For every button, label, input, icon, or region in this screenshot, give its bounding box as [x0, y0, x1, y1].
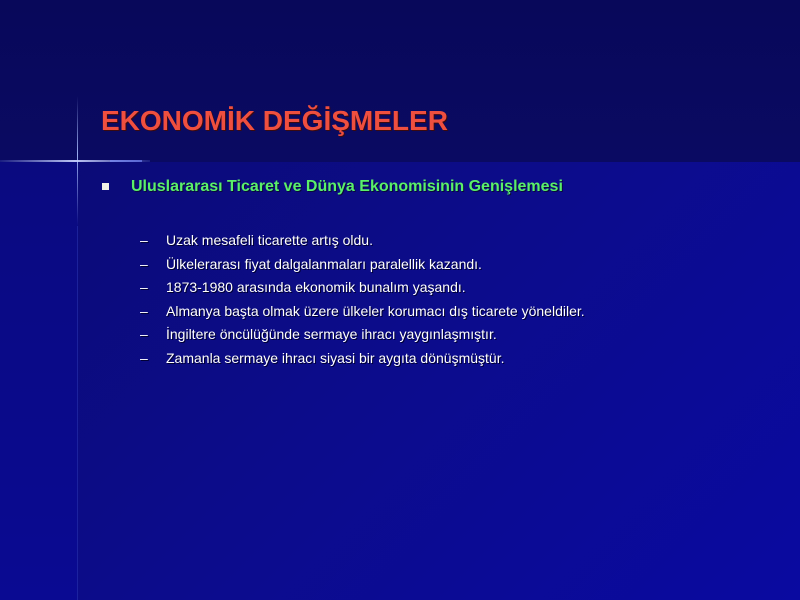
vertical-guide-line — [77, 226, 78, 600]
sub-bullet-list — [140, 229, 585, 370]
sub-bullet-item — [140, 347, 585, 371]
sub-bullet-text: Ülkelerarası fiyat dalgalanmaları paralellik kazandı. — [166, 255, 482, 272]
dash-icon: – — [140, 279, 148, 295]
dash-icon: – — [140, 302, 148, 319]
sub-bullet-item — [140, 276, 585, 300]
sub-bullet-text: 1873-1980 arasında ekonomik bunalım yaşandı. — [166, 279, 466, 295]
left-band — [0, 162, 78, 600]
main-bullet — [102, 176, 563, 198]
sub-bullet-text: Zamanla sermaye ihracı siyasi bir aygıta dönüşmüştür. — [166, 349, 505, 366]
sub-bullet-text: Uzak mesafeli ticarette artış oldu. — [166, 232, 373, 248]
horizontal-accent-segment — [110, 160, 142, 162]
sub-bullet-item — [140, 323, 585, 347]
sub-bullet-text: İngiltere öncülüğünde sermaye ihracı yaygınlaşmıştır. — [166, 326, 497, 342]
sub-bullet-text: Almanya başta olmak üzere ülkeler korumacı dış ticarete yöneldiler. — [166, 302, 585, 319]
dash-icon: – — [140, 349, 148, 366]
main-bullet-text: Uluslararası Ticaret ve Dünya Ekonomisinin Genişlemesi — [131, 178, 563, 195]
sub-bullet-item — [140, 253, 585, 277]
sub-bullet-item — [140, 229, 585, 253]
dash-icon: – — [140, 232, 148, 248]
slide-title: EKONOMİK DEĞİŞMELER — [101, 105, 448, 136]
dash-icon: – — [140, 255, 148, 272]
dash-icon: – — [140, 326, 148, 342]
sub-bullet-item — [140, 300, 585, 324]
square-bullet-icon — [102, 183, 109, 190]
